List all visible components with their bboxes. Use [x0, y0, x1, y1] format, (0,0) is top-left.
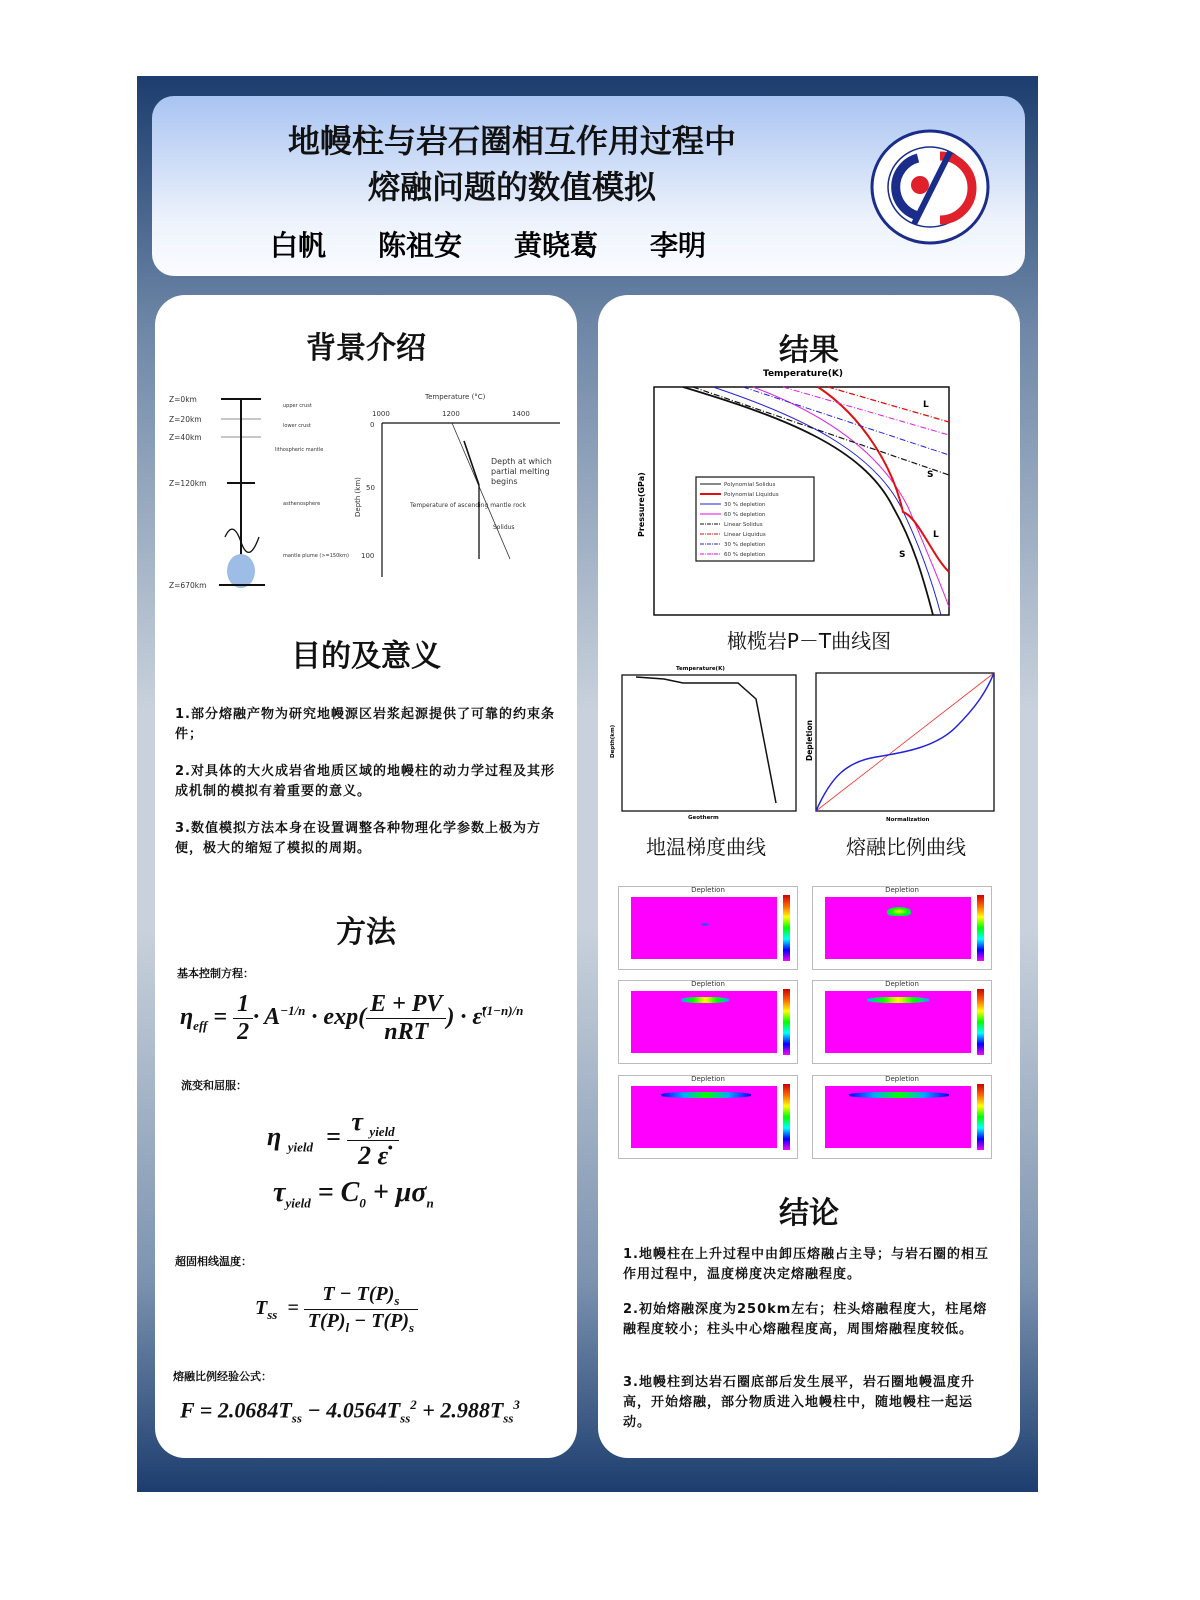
- y-tick: 0: [370, 421, 375, 429]
- legend-entry: 60 % depletion: [724, 512, 766, 518]
- x-axis-label: Temperature (°C): [425, 393, 486, 401]
- depletion-snapshot: [618, 1075, 798, 1159]
- melt-fraction-caption: 熔融比例曲线: [846, 835, 966, 859]
- depletion-snapshot: [618, 886, 798, 970]
- region-label: L: [923, 400, 929, 410]
- author-list: [270, 224, 706, 264]
- layer-label: lithospheric mantle: [275, 447, 324, 453]
- region-label: S: [899, 550, 906, 560]
- left-panel: [155, 295, 577, 1458]
- snapshot-title: Depletion: [885, 886, 919, 894]
- pt-chart: [633, 367, 958, 622]
- melt-fraction-equation: $F = 2.0684T_{ss} - 4.0564T_{ss}^2 + 2.988T_{ss}^3$: [180, 1397, 520, 1426]
- author: 陈祖安: [378, 229, 463, 262]
- melting-depth-diagram: [350, 387, 570, 587]
- y-axis-label: Pressure(GPa): [637, 472, 646, 537]
- author: 黄晓葛: [514, 229, 599, 262]
- legend: [696, 477, 814, 561]
- legend-entry: Linear Liquidus: [724, 532, 766, 538]
- annotation: Solidus: [493, 524, 515, 531]
- purpose-item: 3.数值模拟方法本身在设置调整各种物理化学参数上极为方便，极大的缩短了模拟的周期。: [175, 821, 541, 856]
- viscosity-equation: $\eta_{eff}$ = $\frac{1}{2}$ · $A^{-1/n} \cdot \exp$( $\frac{E + PV}{\text{nRT}}$ ) · ε̇$^{(1-n)/n}$: [180, 991, 524, 1045]
- right-panel: [598, 295, 1020, 1458]
- layer-label: asthenosphere: [283, 501, 321, 507]
- purpose-heading: 目的及意义: [291, 639, 441, 674]
- depth-label: Z=670km: [169, 581, 207, 590]
- equation-label: 超固相线温度：: [175, 1255, 252, 1268]
- author: 李明: [650, 229, 707, 262]
- legend-entry: Linear Solidus: [724, 522, 763, 528]
- snapshot-title: Depletion: [691, 980, 725, 988]
- depletion-snapshot: [618, 980, 798, 1064]
- depletion-snapshot: [812, 980, 992, 1064]
- x-tick: 1400: [512, 410, 530, 418]
- x-tick: 1200: [442, 410, 460, 418]
- conclusion-heading: 结论: [779, 1196, 839, 1231]
- bottom-label: Geotherm: [688, 815, 719, 821]
- legend-entry: Polynomial Liquidus: [724, 492, 779, 498]
- layer-label: mantle plume (>=150km): [283, 553, 349, 559]
- melt-fraction-chart: [802, 667, 1001, 827]
- institution-logo: [868, 128, 992, 246]
- legend-entry: 60 % depletion: [724, 552, 766, 558]
- x-axis-label: Normalization: [886, 817, 930, 823]
- method-heading: 方法: [336, 915, 396, 950]
- x-tick: 1000: [372, 410, 390, 418]
- snapshot-title: Depletion: [885, 1075, 919, 1083]
- geotherm-caption: 地温梯度曲线: [646, 835, 766, 859]
- legend-entry: 30 % depletion: [724, 502, 766, 508]
- annotation: Temperature of ascending mantle rock: [410, 502, 526, 509]
- results-heading: 结果: [779, 333, 839, 368]
- y-axis-label: Depth(km): [610, 724, 616, 758]
- equation-label: 基本控制方程：: [177, 967, 254, 980]
- depth-label: Z=120km: [169, 479, 207, 488]
- depletion-snapshot: [812, 886, 992, 970]
- background-heading: 背景介绍: [306, 331, 426, 366]
- yield-viscosity-equation: η $_{yield}$ = $\frac{\tau _{yield}}{2 \varepsiloṅ}$: [267, 1107, 399, 1171]
- snapshot-title: Depletion: [885, 980, 919, 988]
- y-axis-label: Depletion: [805, 720, 814, 761]
- legend-entry: Polynomial Solidus: [724, 482, 776, 488]
- supersolidus-equation: $T_{ss}$ = $\frac{T - T(P)_s}{T(P)_l - T(P)_s}$: [255, 1283, 418, 1336]
- purpose-item: 1.部分熔融产物为研究地幔源区岩浆起源提供了可靠的约束条件；: [175, 707, 555, 742]
- equation-label: 熔融比例经验公式：: [173, 1370, 272, 1383]
- equation-label: 流变和屈服：: [181, 1079, 247, 1092]
- author: 白帆: [270, 229, 327, 262]
- y-tick: 50: [366, 484, 375, 492]
- title-line-1: 地幔柱与岩石圈相互作用过程中: [287, 122, 736, 160]
- region-label: L: [933, 530, 939, 540]
- depth-label: Z=0km: [169, 395, 197, 404]
- region-label: S: [927, 470, 934, 480]
- snapshot-title: Depletion: [691, 1075, 725, 1083]
- legend-entry: 30 % depletion: [724, 542, 766, 548]
- y-axis-label: Depth (km): [354, 477, 362, 517]
- conclusion-item: 2.初始熔融深度为250km左右；柱头熔融程度大，柱尾熔融程度较小；柱头中心熔融程度高，周围熔融程度较低。: [623, 1302, 988, 1337]
- conclusion-item: 1.地幔柱在上升过程中由卸压熔融占主导；与岩石圈的相互作用过程中，温度梯度决定熔融程度。: [623, 1247, 989, 1282]
- conclusion-item: 3.地幔柱到达岩石圈底部后发生展平，岩石圈地幔温度升高，开始熔融，部分物质进入地幔柱中，随地幔柱一起运动。: [623, 1375, 975, 1430]
- annotation: Depth at which partial melting begins: [491, 457, 571, 487]
- depth-label: Z=20km: [169, 415, 202, 424]
- yield-stress-equation: $\tau_{yield} = C_0 + \mu\sigma_n$: [273, 1177, 434, 1211]
- x-axis-label: Temperature(K): [763, 369, 843, 379]
- depletion-snapshot: [812, 1075, 992, 1159]
- earth-layer-diagram: [167, 387, 365, 591]
- x-axis-label: Temperature(K): [676, 666, 725, 672]
- title-line-2: 熔融问题的数值模拟: [367, 168, 656, 206]
- layer-label: lower crust: [283, 423, 311, 429]
- poster-header: [152, 96, 1025, 276]
- y-tick: 100: [361, 552, 375, 560]
- snapshot-title: Depletion: [691, 886, 725, 894]
- depth-label: Z=40km: [169, 433, 202, 442]
- layer-label: upper crust: [283, 403, 312, 409]
- pt-chart-caption: 橄榄岩P－T曲线图: [726, 629, 892, 653]
- geotherm-chart: [606, 663, 801, 823]
- purpose-item: 2.对具体的大火成岩省地质区域的地幔柱的动力学过程及其形成机制的模拟有着重要的意义。: [175, 764, 555, 799]
